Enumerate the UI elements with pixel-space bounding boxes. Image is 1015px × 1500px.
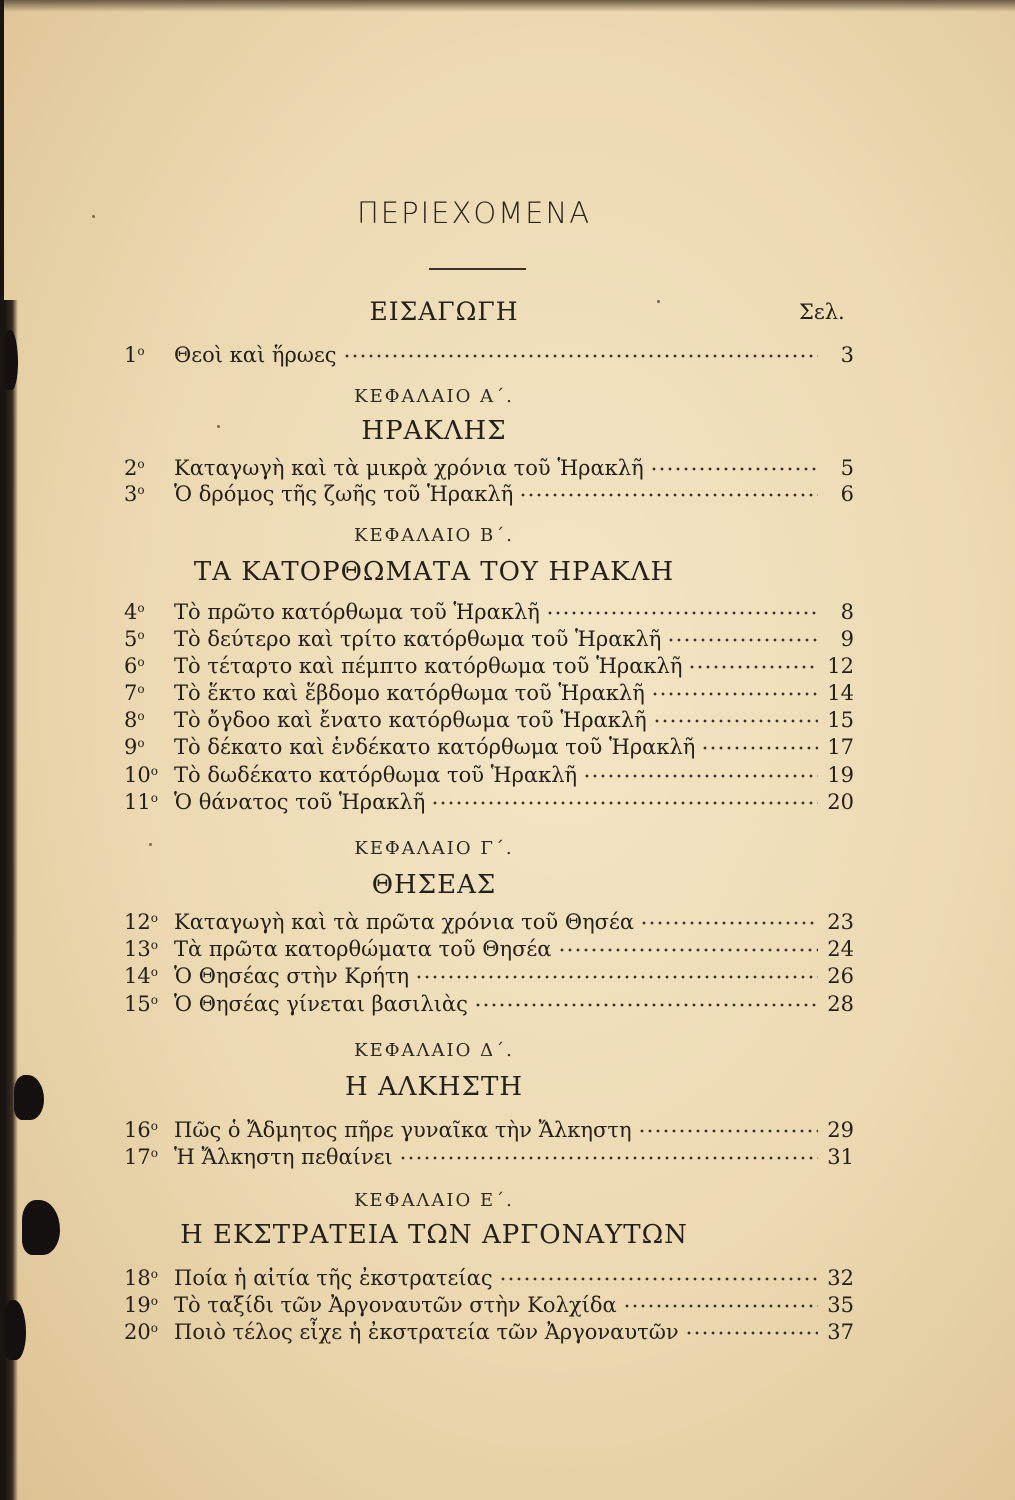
chapter-label: ΚΕΦΑΛΑΙΟ Β΄. xyxy=(354,525,514,546)
leader-dots xyxy=(651,692,818,696)
entry-number: $9^o$ xyxy=(124,735,145,759)
entry-page: 9 xyxy=(840,627,854,651)
leader-dots xyxy=(701,746,818,750)
toc-entry xyxy=(124,735,854,761)
toc-entry xyxy=(124,654,854,680)
entry-page: 12 xyxy=(827,654,854,678)
leader-dots xyxy=(499,1277,818,1281)
entry-page: 29 xyxy=(827,1118,854,1142)
entry-title: Τὸ ἕκτο καὶ ἕβδομο κατόρθωμα τοῦ Ἡρακλῆ xyxy=(174,681,645,705)
leader-dots xyxy=(638,1129,818,1133)
entry-number: $7^o$ xyxy=(124,681,145,705)
entry-number: $17^o$ xyxy=(124,1145,158,1169)
toc-entry xyxy=(124,1118,854,1144)
chapter-title: ΗΡΑΚΛΗΣ xyxy=(361,416,507,446)
leader-dots xyxy=(546,611,818,615)
entry-page: 26 xyxy=(827,964,854,988)
entry-number: $1^o$ xyxy=(124,343,145,367)
entry-page: 8 xyxy=(840,600,854,624)
entry-title: Ἡ Ἄλκηστη πεθαίνει xyxy=(174,1145,393,1169)
entry-page: 15 xyxy=(827,708,854,732)
entry-number: $18^o$ xyxy=(124,1266,158,1290)
page-title: ΠΕΡΙΕΧΟΜΕΝΑ xyxy=(356,196,592,230)
toc-entry xyxy=(124,600,854,626)
leader-dots xyxy=(653,719,818,723)
entry-number: $10^o$ xyxy=(124,763,158,787)
book-page xyxy=(4,0,1015,1500)
toc-entry xyxy=(124,964,854,990)
page-column-label: Σελ. xyxy=(799,300,845,324)
leader-dots xyxy=(623,1304,818,1308)
leader-dots xyxy=(583,774,818,778)
entry-page: 35 xyxy=(827,1293,854,1317)
chapter-title: Η ΕΚΣΤΡΑΤΕΙΑ ΤΩΝ ΑΡΓΟΝΑΥΤΩΝ xyxy=(180,1220,688,1250)
entry-page: 14 xyxy=(827,681,854,705)
toc-entry xyxy=(124,681,854,707)
entry-title: Τὸ δεύτερο καὶ τρίτο κατόρθωμα τοῦ Ἡρακλῆ xyxy=(174,627,662,651)
entry-page: 6 xyxy=(840,482,854,506)
intro-heading: ΕΙΣΑΓΩΓΗ xyxy=(369,297,519,326)
entry-title: Τὰ πρῶτα κατορθώματα τοῦ Θησέα xyxy=(174,937,552,961)
toc-entry xyxy=(124,456,854,482)
entry-title: Ὁ θάνατος τοῦ Ἡρακλῆ xyxy=(174,790,426,814)
entry-title: Τὸ ὄγδοο καὶ ἔνατο κατόρθωμα τοῦ Ἡρακλῆ xyxy=(174,708,647,732)
leader-dots xyxy=(558,948,819,952)
chapter-title: Η ΑΛΚΗΣΤΗ xyxy=(345,1072,523,1102)
page-top-edge xyxy=(4,0,1015,12)
chapter-label: ΚΕΦΑΛΑΙΟ Ε΄. xyxy=(354,1190,514,1211)
entry-title: Ὁ Θησέας στὴν Κρήτη xyxy=(174,964,410,988)
entry-number: $16^o$ xyxy=(124,1118,158,1142)
entry-page: 23 xyxy=(827,910,854,934)
entry-title: Πῶς ὁ Ἄδμητος πῆρε γυναῖκα τὴν Ἄλκηστη xyxy=(174,1118,632,1142)
leader-dots xyxy=(688,665,818,669)
entry-page: 19 xyxy=(827,763,854,787)
entry-number: $3^o$ xyxy=(124,482,145,506)
entry-title: Καταγωγὴ καὶ τὰ πρῶτα χρόνια τοῦ Θησέα xyxy=(174,910,635,934)
toc-entry xyxy=(124,482,854,508)
entry-number: $6^o$ xyxy=(124,654,145,678)
entry-number: $11^o$ xyxy=(124,790,158,814)
entry-title: Ποιὸ τέλος εἶχε ἡ ἐκστρατεία τῶν Ἀργοναυτῶν xyxy=(174,1320,679,1344)
toc-entry xyxy=(124,1293,854,1319)
entry-number: $13^o$ xyxy=(124,937,158,961)
toc-entry xyxy=(124,937,854,963)
toc-entry xyxy=(124,708,854,734)
leader-dots xyxy=(650,467,818,471)
entry-page: 5 xyxy=(840,456,854,480)
leader-dots xyxy=(343,354,818,358)
toc-entry xyxy=(124,627,854,653)
entry-page: 28 xyxy=(827,992,854,1016)
toc-entry xyxy=(124,343,854,369)
entry-title: Τὸ δέκατο καὶ ἑνδέκατο κατόρθωμα τοῦ Ἡρακλῆ xyxy=(174,735,696,759)
entry-number: $4^o$ xyxy=(124,600,145,624)
entry-title: Τὸ δωδέκατο κατόρθωμα τοῦ Ἡρακλῆ xyxy=(174,763,578,787)
entry-page: 32 xyxy=(827,1266,854,1290)
leader-dots xyxy=(640,921,818,925)
entry-number: $19^o$ xyxy=(124,1293,158,1317)
entry-number: $15^o$ xyxy=(124,992,158,1016)
entry-number: $5^o$ xyxy=(124,627,145,651)
entry-title: Ὁ Θησέας γίνεται βασιλιὰς xyxy=(174,992,468,1016)
toc-entry xyxy=(124,1320,854,1346)
toc-entry xyxy=(124,790,854,816)
entry-title: Ποία ἡ αἰτία τῆς ἐκστρατείας xyxy=(174,1266,493,1290)
chapter-title: ΤΑ ΚΑΤΟΡΘΩΜΑΤΑ ΤΟΥ ΗΡΑΚΛΗ xyxy=(193,557,675,587)
chapter-label: ΚΕΦΑΛΑΙΟ Γ΄. xyxy=(354,838,514,859)
page-tear-mark xyxy=(4,1300,26,1360)
toc-entry xyxy=(124,910,854,936)
leader-dots xyxy=(667,638,818,642)
entry-page: 37 xyxy=(827,1320,854,1344)
entry-page: 3 xyxy=(840,343,854,367)
chapter-label: ΚΕΦΑΛΑΙΟ Α΄. xyxy=(354,386,514,407)
leader-dots xyxy=(431,801,818,805)
entry-number: $20^o$ xyxy=(124,1320,158,1344)
entry-title: Θεοὶ καὶ ἥρωες xyxy=(174,343,337,367)
leader-dots xyxy=(519,493,818,497)
title-rule xyxy=(429,268,526,270)
entry-title: Τὸ ταξίδι τῶν Ἀργοναυτῶν στὴν Κολχίδα xyxy=(174,1293,617,1317)
toc-entry xyxy=(124,992,854,1018)
entry-page: 17 xyxy=(827,735,854,759)
leader-dots xyxy=(685,1331,818,1335)
entry-number: $12^o$ xyxy=(124,910,158,934)
entry-number: $14^o$ xyxy=(124,964,158,988)
entry-title: Τὸ τέταρτο καὶ πέμπτο κατόρθωμα τοῦ Ἡρακλῆ xyxy=(174,654,683,678)
entry-page: 31 xyxy=(827,1145,854,1169)
leader-dots xyxy=(399,1156,818,1160)
entry-title: Καταγωγὴ καὶ τὰ μικρὰ χρόνια τοῦ Ἡρακλῆ xyxy=(174,456,644,480)
entry-title: Ὁ δρόμος τῆς ζωῆς τοῦ Ἡρακλῆ xyxy=(174,482,514,506)
entry-page: 20 xyxy=(827,790,854,814)
entry-number: $8^o$ xyxy=(124,708,145,732)
leader-dots xyxy=(474,1003,818,1007)
chapter-label: ΚΕΦΑΛΑΙΟ Δ΄. xyxy=(354,1040,514,1061)
toc-entry xyxy=(124,763,854,789)
leader-dots xyxy=(415,975,818,979)
toc-entry xyxy=(124,1266,854,1292)
entry-number: $2^o$ xyxy=(124,456,145,480)
entry-title: Τὸ πρῶτο κατόρθωμα τοῦ Ἡρακλῆ xyxy=(174,600,540,624)
entry-page: 24 xyxy=(827,937,854,961)
toc-entry xyxy=(124,1145,854,1171)
chapter-title: ΘΗΣΕΑΣ xyxy=(371,870,497,900)
